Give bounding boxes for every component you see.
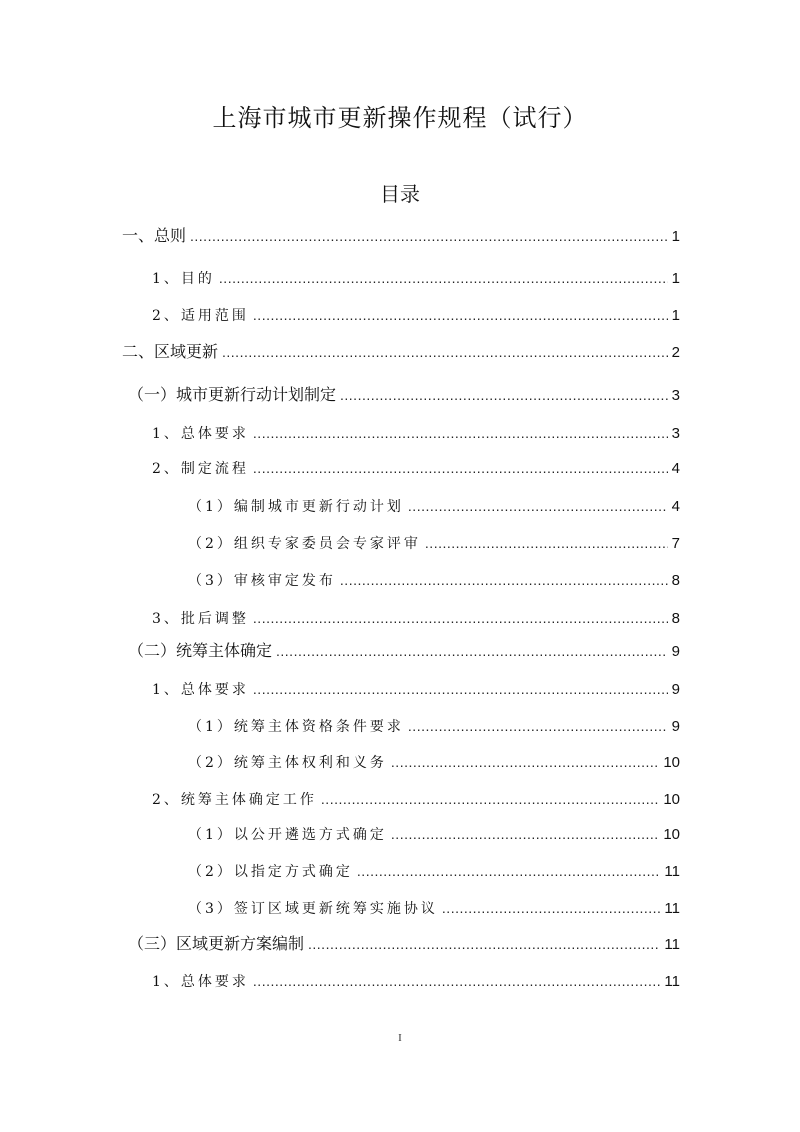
toc-leader-dots <box>222 340 668 364</box>
toc-entry-label: （1）以公开遴选方式确定 <box>188 827 387 843</box>
toc-entry[interactable] <box>152 677 680 701</box>
toc-entry-label: 1、目的 <box>152 271 215 287</box>
toc-entry-label: （3）签订区域更新统筹实施协议 <box>188 901 438 917</box>
toc-entry-label: （2）组织专家委员会专家评审 <box>188 536 421 552</box>
toc-entry-page: 4 <box>671 460 680 477</box>
toc-entry-label: 1、总体要求 <box>152 682 249 698</box>
toc-entry-label: 2、制定流程 <box>152 461 249 477</box>
toc-entry-label: （3）审核审定发布 <box>188 573 336 589</box>
toc-entry[interactable] <box>188 494 680 518</box>
toc-entry-page: 11 <box>664 936 680 953</box>
toc-entry-label: （三）区域更新方案编制 <box>128 934 305 953</box>
toc-entry[interactable] <box>152 421 680 445</box>
toc-entry-label: 一、总则 <box>122 226 187 245</box>
toc-entry-page: 1 <box>671 228 680 245</box>
toc-entry[interactable] <box>152 303 680 327</box>
toc-entry[interactable] <box>188 822 680 846</box>
toc-entry-page: 4 <box>671 498 680 515</box>
toc-leader-dots <box>276 639 668 663</box>
toc-entry[interactable] <box>188 859 680 883</box>
toc-entry[interactable] <box>152 456 680 480</box>
toc-entry[interactable] <box>188 750 680 774</box>
toc-leader-dots <box>408 494 668 518</box>
toc-entry-page: 11 <box>664 863 680 880</box>
toc-leader-dots <box>357 859 661 883</box>
toc-entry-page: 10 <box>663 826 680 843</box>
toc-entry-page: 9 <box>671 681 680 698</box>
toc-entry-label: 2、适用范围 <box>152 308 249 324</box>
toc-entry-label: （2）统筹主体权利和义务 <box>188 755 387 771</box>
toc-heading: 目录 <box>380 182 420 206</box>
toc-leader-dots <box>391 750 659 774</box>
toc-leader-dots <box>253 606 668 630</box>
toc-entry[interactable] <box>128 383 680 407</box>
toc-entry[interactable] <box>188 714 680 738</box>
toc-entry[interactable] <box>188 568 680 592</box>
toc-entry[interactable] <box>122 224 680 248</box>
toc-entry-label: （一）城市更新行动计划制定 <box>128 385 337 404</box>
toc-entry-page: 7 <box>671 535 680 552</box>
toc-entry-page: 8 <box>671 572 680 589</box>
toc-entry-page: 9 <box>671 718 680 735</box>
toc-entry[interactable] <box>128 639 680 663</box>
toc-entry[interactable] <box>152 969 680 993</box>
toc-leader-dots <box>442 896 661 920</box>
toc-leader-dots <box>308 932 660 956</box>
toc-entry-label: 2、统筹主体确定工作 <box>152 792 317 808</box>
page-number: I <box>398 1032 402 1044</box>
toc-entry[interactable] <box>122 340 680 364</box>
toc-leader-dots <box>253 421 668 445</box>
toc-entry-page: 8 <box>671 610 680 627</box>
toc-entry-page: 1 <box>671 307 680 324</box>
toc-entry[interactable] <box>188 896 680 920</box>
toc-leader-dots <box>408 714 668 738</box>
toc-leader-dots <box>253 969 661 993</box>
toc-entry-page: 10 <box>663 791 680 808</box>
toc-entry-label: （1）编制城市更新行动计划 <box>188 499 404 515</box>
toc-leader-dots <box>253 677 668 701</box>
toc-leader-dots <box>253 303 668 327</box>
toc-entry[interactable] <box>152 606 680 630</box>
toc-leader-dots <box>190 224 668 248</box>
toc-leader-dots <box>219 266 668 290</box>
toc-entry-page: 9 <box>671 643 680 660</box>
toc-leader-dots <box>340 383 668 407</box>
toc-entry-page: 11 <box>664 973 680 990</box>
toc-leader-dots <box>340 568 668 592</box>
toc-leader-dots <box>321 787 659 811</box>
toc-entry[interactable] <box>128 932 680 956</box>
toc-leader-dots <box>425 531 668 555</box>
toc-leader-dots <box>391 822 659 846</box>
toc-entry-page: 1 <box>671 270 680 287</box>
toc-entry[interactable] <box>188 531 680 555</box>
toc-entry-label: 1、总体要求 <box>152 426 249 442</box>
toc-entry-label: 二、区域更新 <box>122 342 219 361</box>
document-title: 上海市城市更新操作规程（试行） <box>212 104 588 132</box>
toc-entry-page: 3 <box>671 425 680 442</box>
toc-entry-label: 3、批后调整 <box>152 611 249 627</box>
toc-entry-label: （1）统筹主体资格条件要求 <box>188 719 404 735</box>
toc-entry-page: 10 <box>663 754 680 771</box>
toc-entry-page: 3 <box>671 387 680 404</box>
toc-entry-page: 2 <box>671 344 680 361</box>
toc-entry-label: （2）以指定方式确定 <box>188 864 353 880</box>
toc-entry-label: 1、总体要求 <box>152 974 249 990</box>
toc-entry[interactable] <box>152 787 680 811</box>
toc-entry-label: （二）统筹主体确定 <box>128 641 273 660</box>
toc-entry[interactable] <box>152 266 680 290</box>
toc-entry-page: 11 <box>664 900 680 917</box>
toc-leader-dots <box>253 456 668 480</box>
